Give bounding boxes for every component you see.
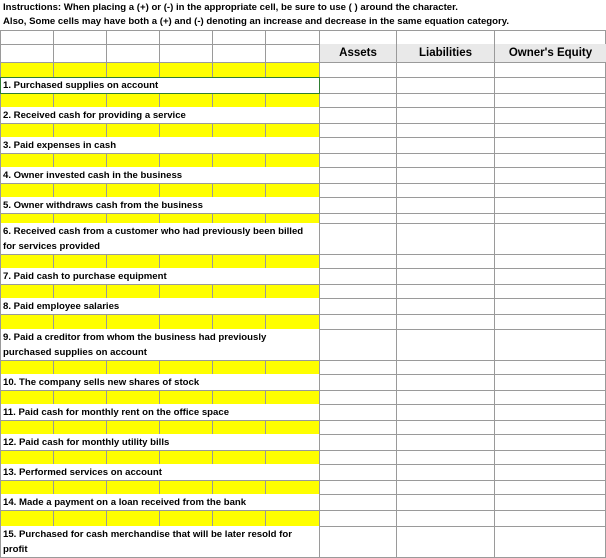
grid-line: [106, 360, 107, 374]
grid-line: [106, 450, 107, 464]
grid-line: [0, 374, 1, 390]
grid-line: [0, 464, 1, 480]
grid-line: [212, 153, 213, 167]
grid-line: [0, 254, 1, 268]
grid-line: [53, 93, 54, 107]
instructions-line-1: Instructions: When placing a (+) or (-) in the appropriate cell, be sure to use ( ) around the character.: [3, 2, 458, 13]
grid-line: [106, 93, 107, 107]
grid-line: [53, 390, 54, 404]
grid-line: [396, 30, 397, 557]
grid-line: [319, 197, 320, 213]
grid-line: [265, 420, 266, 434]
grid-line: [265, 390, 266, 404]
grid-line: [0, 254, 606, 255]
transaction-label[interactable]: 11. Paid cash for monthly rent on the office space: [0, 404, 319, 420]
transaction-label[interactable]: 3. Paid expenses in cash: [0, 137, 319, 153]
grid-line: [212, 30, 213, 62]
grid-line: [319, 464, 320, 480]
grid-line: [53, 254, 54, 268]
transaction-label[interactable]: 6. Received cash from a customer who had previously been billed for services provided: [0, 223, 319, 254]
grid-line: [212, 314, 213, 329]
grid-line: [265, 183, 266, 197]
grid-line: [0, 494, 1, 510]
grid-line: [53, 314, 54, 329]
grid-line: [212, 510, 213, 526]
grid-line: [106, 213, 107, 223]
grid-line: [159, 183, 160, 197]
grid-line: [0, 62, 606, 63]
grid-line: [0, 526, 1, 557]
grid-line: [212, 213, 213, 223]
grid-line: [212, 93, 213, 107]
grid-line: [53, 123, 54, 137]
grid-line: [319, 137, 320, 153]
grid-line: [106, 390, 107, 404]
grid-line: [53, 62, 54, 77]
grid-line: [106, 314, 107, 329]
grid-line: [265, 510, 266, 526]
transaction-label[interactable]: 10. The company sells new shares of stock: [0, 374, 319, 390]
grid-line: [0, 153, 1, 167]
grid-line: [0, 107, 1, 123]
grid-line: [212, 480, 213, 494]
grid-line: [0, 30, 1, 62]
grid-line: [265, 480, 266, 494]
grid-line: [53, 30, 54, 62]
grid-line: [159, 153, 160, 167]
transaction-label[interactable]: 8. Paid employee salaries: [0, 298, 319, 314]
grid-line: [494, 30, 495, 557]
column-header-owners-equity: Owner's Equity: [495, 44, 606, 62]
transaction-label[interactable]: 7. Paid cash to purchase equipment: [0, 268, 319, 284]
grid-line: [106, 183, 107, 197]
grid-line: [0, 480, 1, 494]
grid-line: [53, 183, 54, 197]
grid-line: [0, 93, 1, 107]
grid-line: [159, 480, 160, 494]
transaction-label[interactable]: 4. Owner invested cash in the business: [0, 167, 319, 183]
grid-line: [159, 420, 160, 434]
grid-line: [0, 167, 1, 183]
grid-line: [0, 123, 1, 137]
grid-line: [0, 404, 1, 420]
grid-line: [0, 510, 1, 526]
grid-line: [53, 213, 54, 223]
grid-line: [212, 183, 213, 197]
transaction-label[interactable]: 1. Purchased supplies on account: [0, 77, 319, 93]
grid-line: [0, 268, 1, 284]
grid-line: [159, 390, 160, 404]
grid-line: [159, 360, 160, 374]
grid-line: [0, 62, 1, 77]
transaction-label[interactable]: 15. Purchased for cash merchandise that will be later resold for profit: [0, 526, 319, 557]
grid-line: [319, 107, 320, 123]
grid-line: [212, 420, 213, 434]
grid-line: [319, 223, 320, 254]
grid-line: [319, 404, 320, 420]
grid-line: [265, 30, 266, 62]
grid-line: [319, 494, 320, 510]
grid-line: [0, 434, 1, 450]
grid-line: [212, 284, 213, 298]
transaction-label[interactable]: 13. Performed services on account: [0, 464, 319, 480]
grid-line: [53, 153, 54, 167]
grid-line: [106, 62, 107, 77]
grid-line: [0, 450, 1, 464]
grid-line: [0, 137, 1, 153]
transaction-label[interactable]: 2. Received cash for providing a service: [0, 107, 319, 123]
column-header-liabilities: Liabilities: [397, 44, 494, 62]
grid-line: [159, 123, 160, 137]
grid-line: [0, 360, 606, 361]
grid-line: [159, 510, 160, 526]
grid-line: [212, 450, 213, 464]
grid-line: [319, 167, 320, 183]
grid-line: [159, 254, 160, 268]
grid-line: [53, 360, 54, 374]
grid-line: [265, 62, 266, 77]
grid-line: [53, 284, 54, 298]
grid-line: [319, 329, 320, 360]
grid-line: [319, 374, 320, 390]
grid-line: [212, 360, 213, 374]
grid-line: [0, 213, 1, 223]
grid-line: [0, 360, 1, 374]
grid-line: [159, 450, 160, 464]
grid-line: [319, 434, 320, 450]
grid-line: [0, 329, 1, 360]
grid-line: [106, 153, 107, 167]
transaction-label[interactable]: 5. Owner withdraws cash from the business: [0, 197, 319, 213]
grid-line: [265, 314, 266, 329]
grid-line: [265, 254, 266, 268]
grid-line: [0, 390, 1, 404]
grid-line: [106, 420, 107, 434]
grid-line: [265, 450, 266, 464]
grid-line: [319, 298, 320, 314]
grid-line: [159, 30, 160, 62]
grid-line: [159, 93, 160, 107]
selected-cell-outline: [0, 77, 320, 94]
grid-line: [265, 284, 266, 298]
transaction-label[interactable]: 9. Paid a creditor from whom the business had previously purchased supplies on account: [0, 329, 319, 360]
grid-line: [106, 30, 107, 62]
grid-line: [53, 480, 54, 494]
grid-line: [212, 254, 213, 268]
grid-line: [53, 420, 54, 434]
transaction-label[interactable]: 14. Made a payment on a loan received from the bank: [0, 494, 319, 510]
grid-line: [0, 284, 1, 298]
grid-line: [0, 420, 1, 434]
grid-line: [265, 123, 266, 137]
grid-line: [265, 360, 266, 374]
grid-line: [159, 213, 160, 223]
grid-line: [212, 390, 213, 404]
grid-line: [265, 213, 266, 223]
grid-line: [0, 314, 1, 329]
transaction-label[interactable]: 12. Paid cash for monthly utility bills: [0, 434, 319, 450]
grid-line: [319, 268, 320, 284]
grid-line: [106, 480, 107, 494]
grid-line: [106, 123, 107, 137]
instructions-line-2: Also, Some cells may have both a (+) and (-) denoting an increase and decrease in the same equation category.: [3, 16, 510, 27]
grid-line: [106, 284, 107, 298]
grid-line: [0, 197, 1, 213]
grid-line: [159, 314, 160, 329]
grid-line: [265, 93, 266, 107]
grid-line: [159, 284, 160, 298]
grid-line: [159, 62, 160, 77]
grid-line: [0, 223, 1, 254]
column-header-assets: Assets: [320, 44, 396, 62]
grid-line: [265, 153, 266, 167]
grid-line: [212, 123, 213, 137]
grid-line: [106, 510, 107, 526]
grid-line: [106, 254, 107, 268]
grid-line: [53, 450, 54, 464]
grid-line: [212, 62, 213, 77]
grid-line: [53, 510, 54, 526]
grid-line: [319, 526, 320, 557]
grid-line: [0, 30, 606, 31]
grid-line: [0, 183, 1, 197]
grid-line: [0, 298, 1, 314]
